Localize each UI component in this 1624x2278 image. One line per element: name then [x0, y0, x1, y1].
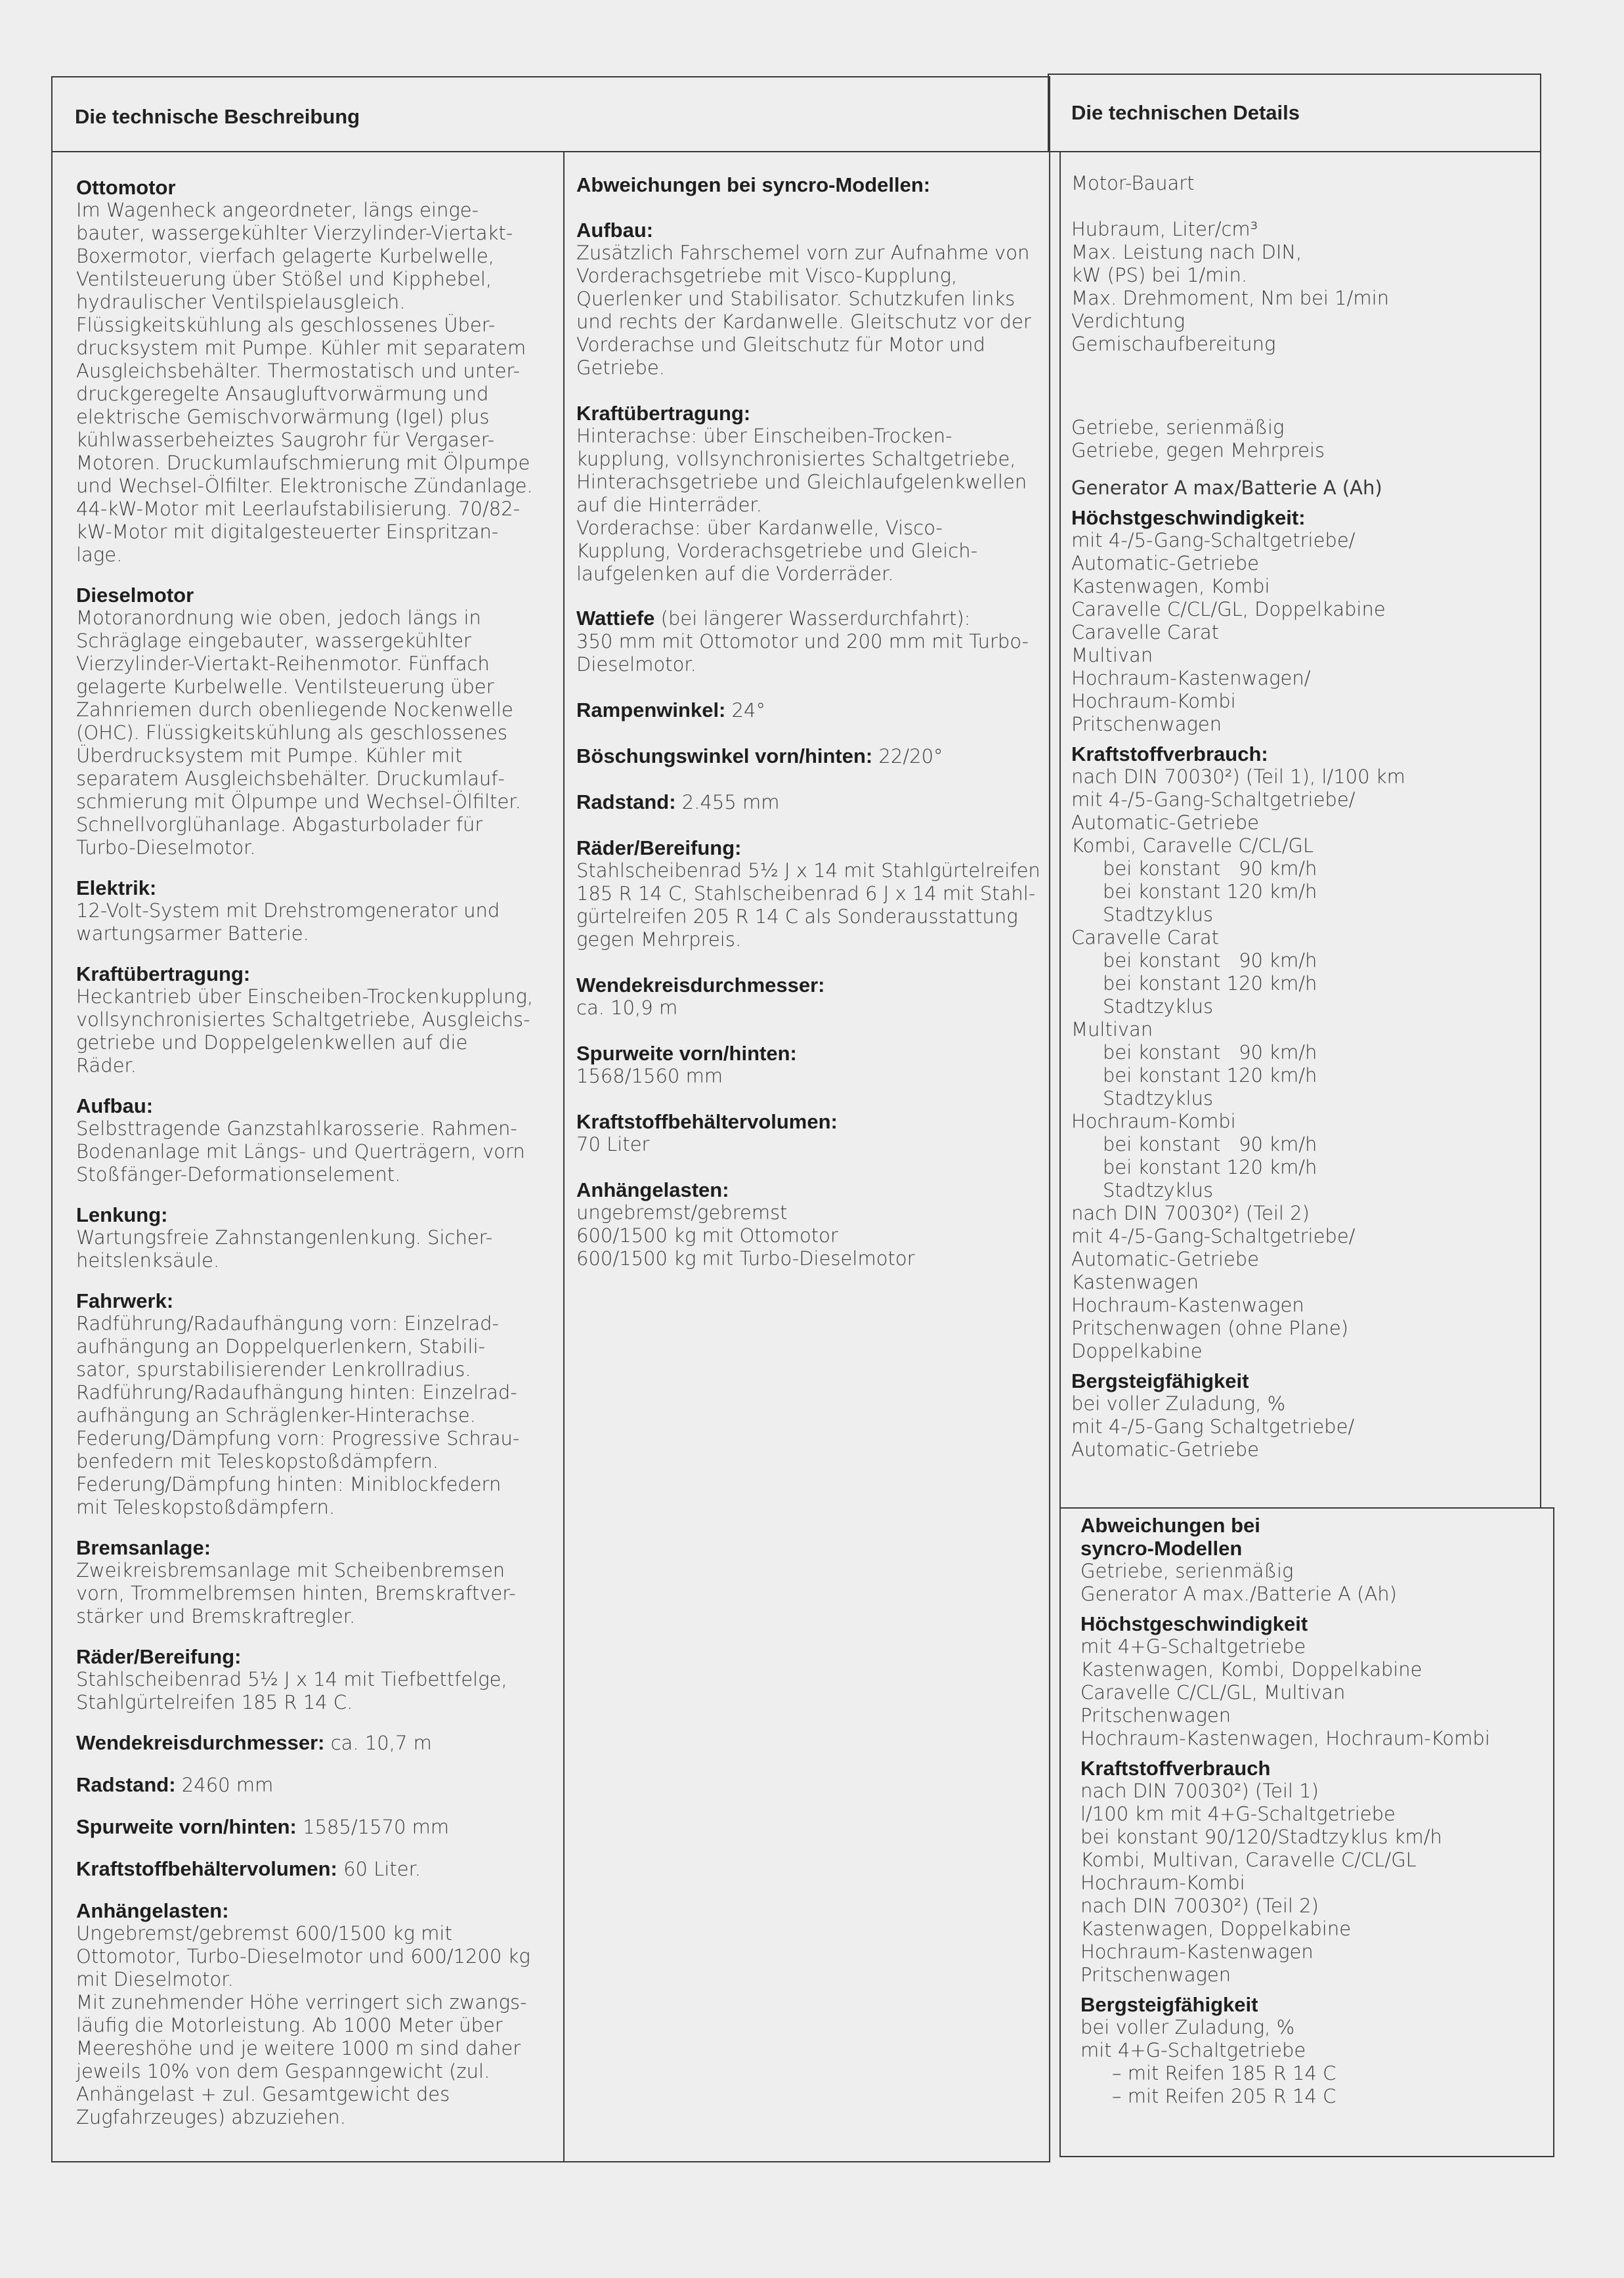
- section-text: [576, 997, 1049, 1020]
- text-line: Stahlscheibenrad 5½ J x 14 mit Stahlgürtelreifen: [576, 859, 1040, 882]
- section-title: Elektrik:: [76, 876, 157, 899]
- vehicle-name: Caravelle Carat: [1071, 926, 1219, 949]
- tire-options: [1080, 2062, 1547, 2108]
- text-line: 600/1500 kg mit Ottomotor: [576, 1224, 838, 1247]
- section-text: [576, 1133, 1049, 1156]
- text-line: mit 4+G-Schaltgetriebe: [1080, 2039, 1306, 2061]
- section-title: Kraftübertragung:: [576, 402, 751, 425]
- syncro-rampenwinkel: [576, 698, 1049, 722]
- section-title: Höchstgeschwindigkeit:: [1071, 506, 1306, 529]
- text-line: jeweils 10% von dem Gespanngewicht (zul.: [76, 2060, 490, 2082]
- text-line: nach DIN 70030²) (Teil 2): [1071, 1202, 1310, 1224]
- header-technical-details: Die technischen Details: [1071, 101, 1300, 124]
- text-line: 70 Liter: [576, 1133, 650, 1155]
- section-dieselmotor: [76, 584, 555, 859]
- details-hoechstgeschwindigkeit: [1071, 506, 1544, 736]
- column-divider-1: [563, 151, 565, 2162]
- syncro-tankvolumen: [576, 1110, 1049, 1156]
- section-title: Aufbau:: [576, 219, 654, 242]
- section-text: [1071, 1202, 1544, 1363]
- section-value: 24°: [725, 699, 766, 721]
- section-title: Räder/Bereifung:: [576, 836, 742, 859]
- text-line: Vierzylinder-Viertakt-Reihenmotor. Fünffach: [76, 653, 490, 675]
- section-aufbau: [76, 1094, 555, 1186]
- text-line: 350 mm mit Ottomotor und 200 mm mit Turbo-: [576, 630, 1029, 653]
- text-line: Getriebe.: [576, 356, 665, 379]
- section-title: Kraftstoffbehältervolumen:: [76, 1857, 337, 1880]
- syncro-heading: Abweichungen bei syncro-Modellen:: [576, 173, 931, 196]
- text-line: Max. Leistung nach DIN,: [1071, 241, 1302, 263]
- section-title: Böschungswinkel vorn/hinten:: [576, 744, 873, 767]
- syncro-wattiefe: [576, 607, 1049, 676]
- text-line: drucksystem mit Pumpe. Kühler mit separatem: [76, 337, 526, 359]
- text-line: mit Dieselmotor.: [76, 1968, 234, 1990]
- text-line: Flüssigkeitskühlung als geschlossenes Über-: [76, 314, 496, 336]
- text-line: gürtelreifen 205 R 14 C als Sonderausstattung: [576, 905, 1018, 928]
- section-title: Wendekreisdurchmesser:: [576, 974, 825, 997]
- text-line: mit 4-/5-Gang-Schaltgetriebe/: [1071, 1225, 1356, 1247]
- text-line: Zusätzlich Fahrschemel vorn zur Aufnahme von: [576, 242, 1030, 264]
- consumption-row: bei konstant 120 km/h: [1103, 880, 1317, 903]
- text-line: stärker und Bremskraftregler.: [76, 1605, 356, 1627]
- column-description: [76, 176, 555, 2146]
- section-radstand: [76, 1773, 555, 1797]
- text-line: lage.: [76, 544, 123, 566]
- text-line: Vorderachse: über Kardanwelle, Visco-: [576, 517, 943, 539]
- section-title: Wattiefe: [576, 607, 655, 630]
- text-line: läufig die Motorleistung. Ab 1000 Meter über: [76, 2014, 503, 2036]
- section-text: [76, 1668, 555, 1714]
- text-line: bei voller Zuladung, %: [1080, 2016, 1295, 2038]
- text-line: Stahlgürtelreifen 185 R 14 C.: [76, 1691, 353, 1713]
- text-line: Ausgleichsbehälter. Thermostatisch und unter-: [76, 360, 521, 382]
- text-line: Kastenwagen, Doppelkabine: [1080, 1918, 1352, 1940]
- header-technical-description: Die technische Beschreibung: [75, 105, 360, 128]
- text-line: 1568/1560 mm: [576, 1065, 723, 1087]
- syncro-box-rule: [1059, 1507, 1554, 1509]
- text-line: nach DIN 70030²) (Teil 2): [1080, 1895, 1319, 1917]
- text-line: Hochraum-Kastenwagen/: [1071, 667, 1311, 689]
- consumption-row: bei konstant 120 km/h: [1103, 1064, 1317, 1086]
- section-title: Kraftstoffverbrauch: [1080, 1757, 1271, 1780]
- text-line: Anhängelast + zul. Gesamtgewicht des: [76, 2083, 450, 2105]
- section-suffix: (bei längerer Wasserdurchfahrt):: [654, 607, 971, 630]
- text-line: Caravelle C/CL/GL, Multivan: [1080, 1681, 1346, 1704]
- text-line: mit 4-/5-Gang-Schaltgetriebe/: [1071, 788, 1356, 811]
- section-title: Wendekreisdurchmesser:: [76, 1731, 325, 1754]
- section-title: Rampenwinkel:: [576, 698, 726, 721]
- text-line: Multivan: [1071, 644, 1153, 666]
- section-title: Anhängelasten:: [576, 1178, 729, 1201]
- text-line: Automatic-Getriebe: [1071, 811, 1260, 834]
- section-text: [576, 630, 1049, 676]
- text-line: Getriebe, serienmäßig: [1080, 1560, 1294, 1582]
- syncro-radstand: [576, 790, 1049, 814]
- consumption-row: bei konstant 90 km/h: [1103, 1133, 1317, 1155]
- consumption-row: bei konstant 90 km/h: [1103, 857, 1317, 880]
- text-line: Heckantrieb über Einscheiben-Trockenkupplung,: [76, 985, 534, 1008]
- text-line: Automatic-Getriebe: [1071, 1248, 1260, 1270]
- text-line: Motoranordnung wie oben, jedoch längs in: [76, 607, 481, 629]
- section-text: [576, 242, 1049, 379]
- text-line: heitslenksäule.: [76, 1249, 220, 1272]
- section-text: [76, 1559, 555, 1628]
- text-line: mit Teleskopstoßdämpfern.: [76, 1496, 335, 1518]
- text-line: Radführung/Radaufhängung hinten: Einzelrad-: [76, 1381, 517, 1404]
- section-text: [576, 1201, 1049, 1270]
- section-text: [76, 1922, 555, 2129]
- text-line: separatem Ausgleichsbehälter. Druckumlauf-: [76, 767, 505, 790]
- text-line: Doppelkabine: [1071, 1340, 1203, 1362]
- text-line: laufgelenken auf die Vorderräder.: [576, 563, 894, 585]
- text-line: Meereshöhe und je weitere 1000 m sind daher: [76, 2037, 521, 2059]
- text-line: benfedern mit Teleskopstoßdämpfern.: [76, 1450, 439, 1472]
- section-text: [76, 1117, 555, 1186]
- text-line: vorn, Trommelbremsen hinten, Bremskraftver-: [76, 1582, 516, 1604]
- section-title: Bremsanlage:: [76, 1536, 211, 1559]
- section-value: 1585/1570 mm: [296, 1816, 450, 1838]
- text-line: Kastenwagen, Kombi, Doppelkabine: [1080, 1658, 1422, 1681]
- text-line: Stoßfänger-Deformationselement.: [76, 1163, 401, 1186]
- text-line: Pritschenwagen: [1071, 713, 1222, 735]
- text-line: Vorderachse und Gleitschutz für Motor und: [576, 333, 985, 356]
- text-line: kW-Motor mit digitalgesteuerter Einspritzan-: [76, 521, 499, 543]
- text-line: Federung/Dämpfung vorn: Progressive Schrau-: [76, 1427, 520, 1450]
- section-title: Räder/Bereifung:: [76, 1645, 242, 1668]
- syncro-kraftstoffverbrauch: [1080, 1757, 1547, 1987]
- text-line: Automatic-Getriebe: [1071, 552, 1260, 574]
- section-anhaengelasten: [76, 1899, 555, 2129]
- text-line: 44-kW-Motor mit Leerlaufstabilisierung. 70/82-: [76, 498, 521, 520]
- text-line: Hochraum-Kastenwagen: [1071, 1294, 1304, 1316]
- consumption-groups: [1071, 857, 1544, 1202]
- text-line: Dieselmotor.: [576, 653, 696, 676]
- column-syncro: [576, 173, 1049, 1287]
- text-line: Wartungsfreie Zahnstangenlenkung. Sicher-: [76, 1226, 493, 1249]
- text-line: und rechts der Kardanwelle. Gleitschutz vor der: [576, 311, 1031, 333]
- vehicle-name: Multivan: [1071, 1018, 1153, 1041]
- details-generator: Generator A max/Batterie A (Ah): [1071, 477, 1382, 499]
- syncro-aufbau: [576, 219, 1049, 379]
- text-line: bei konstant 90/120/Stadtzyklus km/h: [1080, 1826, 1442, 1848]
- section-text: [1080, 1780, 1547, 1987]
- text-line: Pritschenwagen (ohne Plane): [1071, 1317, 1349, 1339]
- section-lenkung: [76, 1203, 555, 1272]
- section-text: [76, 199, 555, 567]
- text-line: Boxermotor, vierfach gelagerte Kurbelwelle,: [76, 245, 494, 267]
- text-line: Turbo-Dieselmotor.: [76, 836, 256, 859]
- text-line: Mit zunehmender Höhe verringert sich zwangs-: [76, 1991, 527, 2013]
- text-line: Caravelle C/CL/GL, Doppelkabine: [1071, 598, 1386, 620]
- section-wendekreis: [76, 1731, 555, 1755]
- syncro-box-bottom: [1059, 2156, 1554, 2157]
- section-title: Fahrwerk:: [76, 1289, 174, 1312]
- section-text: [76, 985, 555, 1077]
- syncro-box-title-2: syncro-Modellen: [1080, 1537, 1243, 1560]
- text-line: getriebe und Doppelgelenkwellen auf die: [76, 1031, 468, 1054]
- text-line: Verdichtung: [1071, 310, 1186, 332]
- section-title: Bergsteigfähigkeit: [1080, 1993, 1258, 2016]
- section-text: [76, 1312, 555, 1519]
- text-line: Schnellvorglühanlage. Abgasturbolader für: [76, 813, 483, 836]
- text-line: sator, spurstabilisierender Lenkrollradius.: [76, 1358, 471, 1381]
- text-line: Schräglage eingebauter, wassergekühlter: [76, 630, 471, 652]
- section-text: [576, 1065, 1049, 1088]
- text-line: Zugfahrzeuges) abzuziehen.: [76, 2106, 346, 2128]
- section-ottomotor: [76, 176, 555, 567]
- text-line: auf die Hinterräder.: [576, 494, 762, 516]
- text-line: vollsynchronisiertes Schaltgetriebe, Ausgleichs-: [76, 1008, 530, 1031]
- text-line: mit 4-/5-Gang Schaltgetriebe/: [1071, 1415, 1355, 1438]
- text-line: hydraulischer Ventilspielausgleich.: [76, 291, 406, 313]
- section-title: Spurweite vorn/hinten:: [76, 1815, 297, 1838]
- syncro-spurweite: [576, 1042, 1049, 1088]
- text-line: Hochraum-Kastenwagen: [1080, 1941, 1314, 1963]
- vehicle-name: Hochraum-Kombi: [1071, 1110, 1236, 1132]
- text-line: gegen Mehrpreis.: [576, 928, 742, 951]
- section-fahrwerk: [76, 1289, 555, 1519]
- consumption-row: Stadtzyklus: [1103, 1179, 1214, 1201]
- text-line: und Wechsel-Ölfilter. Elektronische Zündanlage.: [76, 475, 533, 497]
- text-line: Pritschenwagen: [1080, 1704, 1231, 1727]
- text-line: Kupplung, Vorderachsgetriebe und Gleich-: [576, 540, 978, 562]
- consumption-row: bei konstant 90 km/h: [1103, 949, 1317, 972]
- text-line: Kombi, Multivan, Caravelle C/CL/GL: [1080, 1849, 1417, 1871]
- syncro-bergsteigfaehigkeit: [1080, 1993, 1547, 2108]
- section-text: [76, 899, 555, 945]
- text-line: mit 4+G-Schaltgetriebe: [1080, 1635, 1306, 1658]
- section-title: Kraftstoffbehältervolumen:: [576, 1110, 838, 1133]
- section-title: Aufbau:: [76, 1094, 154, 1117]
- section-tankvolumen: [76, 1857, 555, 1881]
- section-text: [576, 859, 1049, 951]
- text-line: mit 4-/5-Gang-Schaltgetriebe/: [1071, 529, 1356, 551]
- section-title: Höchstgeschwindigkeit: [1080, 1612, 1308, 1635]
- section-raeder: [76, 1645, 555, 1714]
- section-text: [576, 425, 1049, 586]
- section-title: Radstand:: [76, 1773, 176, 1796]
- syncro-box-title-1: Abweichungen bei: [1080, 1514, 1260, 1537]
- section-text: [1071, 1392, 1544, 1461]
- text-line: wartungsarmer Batterie.: [76, 922, 309, 945]
- text-line: Hinterachsgetriebe und Gleichlaufgelenkwellen: [576, 471, 1027, 493]
- text-line: kW (PS) bei 1/min.: [1071, 264, 1248, 286]
- text-line: kühlwasserbeheiztes Saugrohr für Vergaser-: [76, 429, 495, 451]
- text-line: – mit Reifen 185 R 14 C: [1112, 2062, 1336, 2084]
- syncro-hoechstgeschwindigkeit: [1080, 1612, 1547, 1750]
- text-line: (OHC). Flüssigkeitskühlung als geschlossenes: [76, 721, 508, 744]
- text-line: Hubraum, Liter/cm³: [1071, 218, 1258, 240]
- text-line: Bodenanlage mit Längs- und Querträgern, vorn: [76, 1140, 525, 1163]
- text-line: bei voller Zuladung, %: [1071, 1392, 1286, 1415]
- section-text: [1080, 1560, 1547, 1606]
- section-title: Spurweite vorn/hinten:: [576, 1042, 797, 1065]
- text-line: Vorderachsgetriebe mit Visco-Kupplung,: [576, 265, 958, 287]
- text-line: nach DIN 70030²) (Teil 1), l/100 km: [1071, 765, 1405, 788]
- text-line: Kombi, Caravelle C/CL/GL: [1071, 834, 1314, 857]
- text-line: Getriebe, gegen Mehrpreis: [1071, 439, 1325, 462]
- section-title: Radstand:: [576, 790, 676, 813]
- text-line: Kastenwagen: [1071, 1271, 1199, 1293]
- text-line: Motor-Bauart: [1071, 172, 1195, 194]
- section-text: [1071, 529, 1544, 736]
- details-getriebe: [1071, 416, 1544, 462]
- section-title: Kraftstoffverbrauch:: [1071, 742, 1268, 765]
- consumption-row: Stadtzyklus: [1103, 903, 1214, 926]
- syncro-raeder: [576, 836, 1049, 951]
- text-line: Max. Drehmoment, Nm bei 1/min: [1071, 287, 1390, 309]
- text-line: ungebremst/gebremst: [576, 1201, 788, 1224]
- section-text: [76, 607, 555, 859]
- section-text: [1080, 1635, 1547, 1750]
- section-value: 22/20°: [872, 745, 943, 767]
- consumption-row: Stadtzyklus: [1103, 1087, 1214, 1109]
- text-line: Hochraum-Kastenwagen, Hochraum-Kombi: [1080, 1727, 1490, 1750]
- text-line: schmierung mit Ölpumpe und Wechsel-Ölfilter.: [76, 790, 521, 813]
- details-kraftstoffverbrauch: [1071, 742, 1544, 1363]
- details-syncro-box: [1080, 1514, 1547, 2125]
- text-line: Überdrucksystem mit Pumpe. Kühler mit: [76, 744, 463, 767]
- section-kraftuebertragung: [76, 962, 555, 1077]
- text-line: Hinterachse: über Einscheiben-Trocken-: [576, 425, 952, 447]
- text-line: bauter, wassergekühlter Vierzylinder-Viertakt-: [76, 222, 513, 244]
- text-line: Motoren. Druckumlaufschmierung mit Ölpumpe: [76, 452, 530, 474]
- column-divider-2: [1059, 151, 1061, 2157]
- text-line: kupplung, vollsynchronisiertes Schaltgetriebe,: [576, 448, 1016, 470]
- text-line: nach DIN 70030²) (Teil 1): [1080, 1780, 1319, 1802]
- text-line: 12-Volt-System mit Drehstromgenerator und: [76, 899, 500, 922]
- text-line: Im Wagenheck angeordneter, längs einge-: [76, 199, 479, 221]
- text-line: Generator A max./Batterie A (Ah): [1080, 1583, 1397, 1605]
- consumption-row: bei konstant 120 km/h: [1103, 972, 1317, 995]
- text-line: Hochraum-Kombi: [1071, 690, 1236, 712]
- text-line: – mit Reifen 205 R 14 C: [1112, 2085, 1336, 2107]
- syncro-boeschungswinkel: [576, 744, 1049, 768]
- text-line: ca. 10,9 m: [576, 997, 678, 1019]
- text-line: Automatic-Getriebe: [1071, 1438, 1260, 1461]
- text-line: elektrische Gemischvorwärmung (Igel) plus: [76, 406, 490, 428]
- section-value: 2.455 mm: [675, 791, 780, 813]
- section-value: 2460 mm: [175, 1774, 274, 1796]
- text-line: l/100 km mit 4+G-Schaltgetriebe: [1080, 1803, 1396, 1825]
- details-bergsteigfaehigkeit: [1071, 1369, 1544, 1461]
- section-title: Kraftübertragung:: [76, 962, 251, 985]
- consumption-row: bei konstant 120 km/h: [1103, 1156, 1317, 1178]
- text-line: Hochraum-Kombi: [1080, 1872, 1245, 1894]
- text-line: aufhängung an Doppelquerlenkern, Stabili-: [76, 1335, 486, 1358]
- text-line: Ventilsteuerung über Stößel und Kipphebel,: [76, 268, 492, 290]
- section-text: [76, 1226, 555, 1272]
- syncro-wendekreis: [576, 974, 1049, 1020]
- right-frame-edge: [1553, 1507, 1554, 2157]
- text-line: Caravelle Carat: [1071, 621, 1219, 643]
- consumption-row: bei konstant 90 km/h: [1103, 1041, 1317, 1064]
- text-line: [1071, 195, 1544, 218]
- section-title: Anhängelasten:: [76, 1899, 229, 1922]
- text-line: gelagerte Kurbelwelle. Ventilsteuerung über: [76, 676, 494, 698]
- text-line: Ungebremst/gebremst 600/1500 kg mit: [76, 1922, 452, 1945]
- section-spurweite: [76, 1815, 555, 1839]
- text-line: Ottomotor, Turbo-Dieselmotor und 600/1200 kg: [76, 1945, 530, 1967]
- text-line: Getriebe, serienmäßig: [1071, 416, 1285, 439]
- consumption-row: Stadtzyklus: [1103, 995, 1214, 1018]
- section-text: [1080, 2016, 1547, 2062]
- text-line: Zahnriemen durch obenliegende Nockenwelle: [76, 698, 513, 721]
- section-elektrik: [76, 876, 555, 945]
- text-line: 185 R 14 C, Stahlscheibenrad 6 J x 14 mit Stahl-: [576, 882, 1036, 905]
- column-details: [1071, 172, 1544, 1478]
- text-line: druckgeregelte Ansaugluftvorwärmung und: [76, 383, 489, 405]
- syncro-kraftuebertragung: [576, 402, 1049, 586]
- section-title: Ottomotor: [76, 176, 176, 199]
- section-bremsanlage: [76, 1536, 555, 1628]
- text-line: Räder.: [76, 1054, 137, 1077]
- text-line: Stahlscheibenrad 5½ J x 14 mit Tiefbettfelge,: [76, 1668, 507, 1690]
- text-line: 600/1500 kg mit Turbo-Dieselmotor: [576, 1247, 915, 1270]
- text-line: Federung/Dämpfung hinten: Miniblockfedern: [76, 1473, 502, 1495]
- text-line: Radführung/Radaufhängung vorn: Einzelrad-: [76, 1312, 500, 1335]
- section-title: Lenkung:: [76, 1203, 168, 1226]
- text-line: Pritschenwagen: [1080, 1964, 1231, 1986]
- header-rule: [51, 151, 1541, 152]
- section-title: Dieselmotor: [76, 584, 194, 607]
- text-line: Selbsttragende Ganzstahlkarosserie. Rahmen-: [76, 1117, 517, 1140]
- text-line: Zweikreisbremsanlage mit Scheibenbremsen: [76, 1559, 505, 1581]
- syncro-anhaengelasten: [576, 1178, 1049, 1270]
- section-value: ca. 10,7 m: [324, 1732, 432, 1754]
- section-title: Bergsteigfähigkeit: [1071, 1369, 1249, 1392]
- text-line: Kastenwagen, Kombi: [1071, 575, 1270, 597]
- text-line: aufhängung an Schräglenker-Hinterachse.: [76, 1404, 476, 1427]
- text-line: Querlenker und Stabilisator. Schutzkufen links: [576, 288, 1015, 310]
- text-line: Gemischaufbereitung: [1071, 333, 1276, 355]
- section-value: 60 Liter.: [337, 1858, 421, 1880]
- section-text: [1071, 765, 1544, 857]
- details-motor: [1071, 172, 1544, 356]
